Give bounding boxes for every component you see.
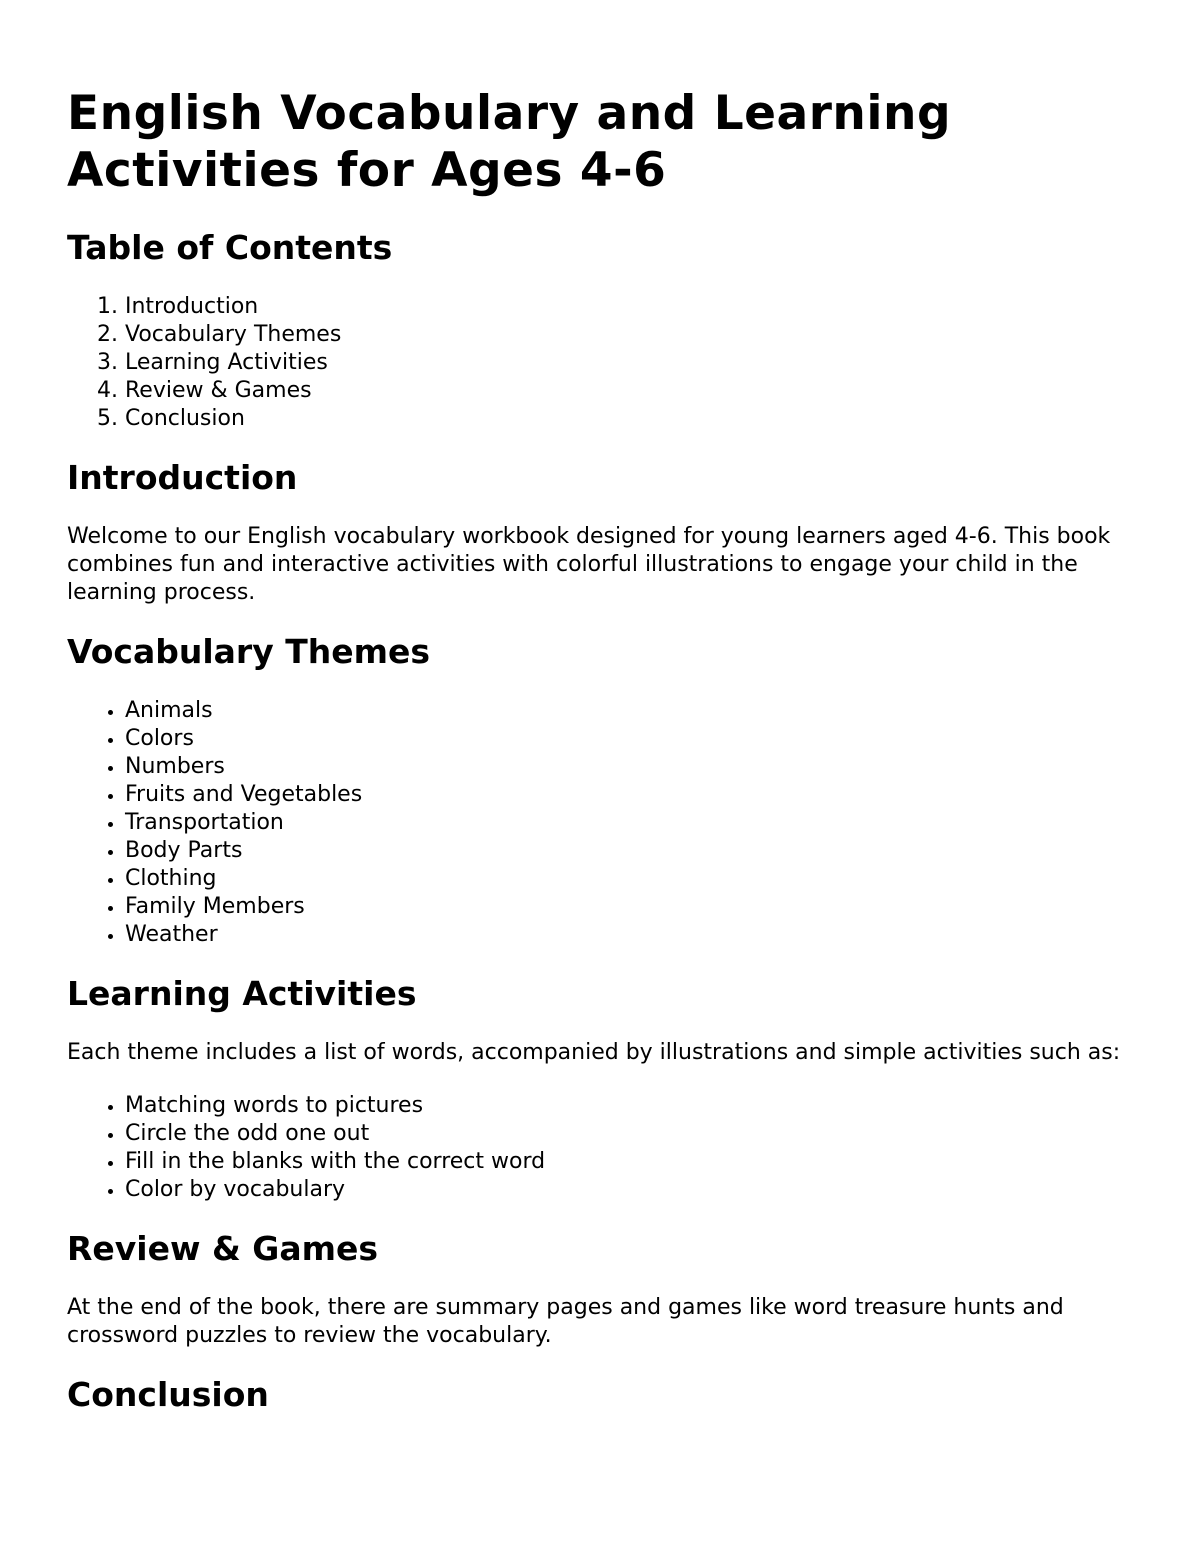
activity-item: • Matching words to pictures [125, 1092, 1142, 1120]
review-heading: Review & Games [67, 1229, 379, 1268]
activities-heading: Learning Activities [67, 974, 417, 1013]
themes-list [67, 697, 1142, 949]
theme-item: • Clothing [125, 865, 1142, 893]
theme-item: • Animals [125, 697, 1142, 725]
document-title: English Vocabulary and Learning Activities for Ages 4-6 [67, 86, 952, 198]
theme-item: • Numbers [125, 753, 1142, 781]
activity-item: • Fill in the blanks with the correct word [125, 1148, 1142, 1176]
toc-list [67, 293, 1142, 433]
toc-item: 3. Learning Activities [125, 349, 1142, 377]
activities-text: Each theme includes a list of words, accompanied by illustrations and simple activities such as: [67, 1040, 1121, 1065]
theme-item: • Transportation [125, 809, 1142, 837]
theme-item: • Family Members [125, 893, 1142, 921]
theme-item: • Body Parts [125, 837, 1142, 865]
introduction-text: Welcome to our English vocabulary workbook designed for young learners aged 4-6. This book combines fun and interactive activities with colorful illustrations to engage your child in the learning process. [67, 524, 1111, 605]
theme-item: • Weather [125, 921, 1142, 949]
toc-item: 4. Review & Games [125, 377, 1142, 405]
themes-heading: Vocabulary Themes [67, 632, 430, 671]
theme-item: • Fruits and Vegetables [125, 781, 1142, 809]
toc-item: 5. Conclusion [125, 405, 1142, 433]
toc-heading: Table of Contents [67, 228, 393, 267]
toc-item: 2. Vocabulary Themes [125, 321, 1142, 349]
introduction-heading: Introduction [67, 458, 298, 497]
theme-item: • Colors [125, 725, 1142, 753]
activities-list [67, 1092, 1142, 1204]
document-page [67, 85, 1142, 1440]
activity-item: • Circle the odd one out [125, 1120, 1142, 1148]
toc-item: 1. Introduction [125, 293, 1142, 321]
review-text: At the end of the book, there are summary pages and games like word treasure hunts and crossword puzzles to review the vocabulary. [67, 1295, 1064, 1348]
activity-item: • Color by vocabulary [125, 1176, 1142, 1204]
conclusion-heading: Conclusion [67, 1375, 269, 1414]
